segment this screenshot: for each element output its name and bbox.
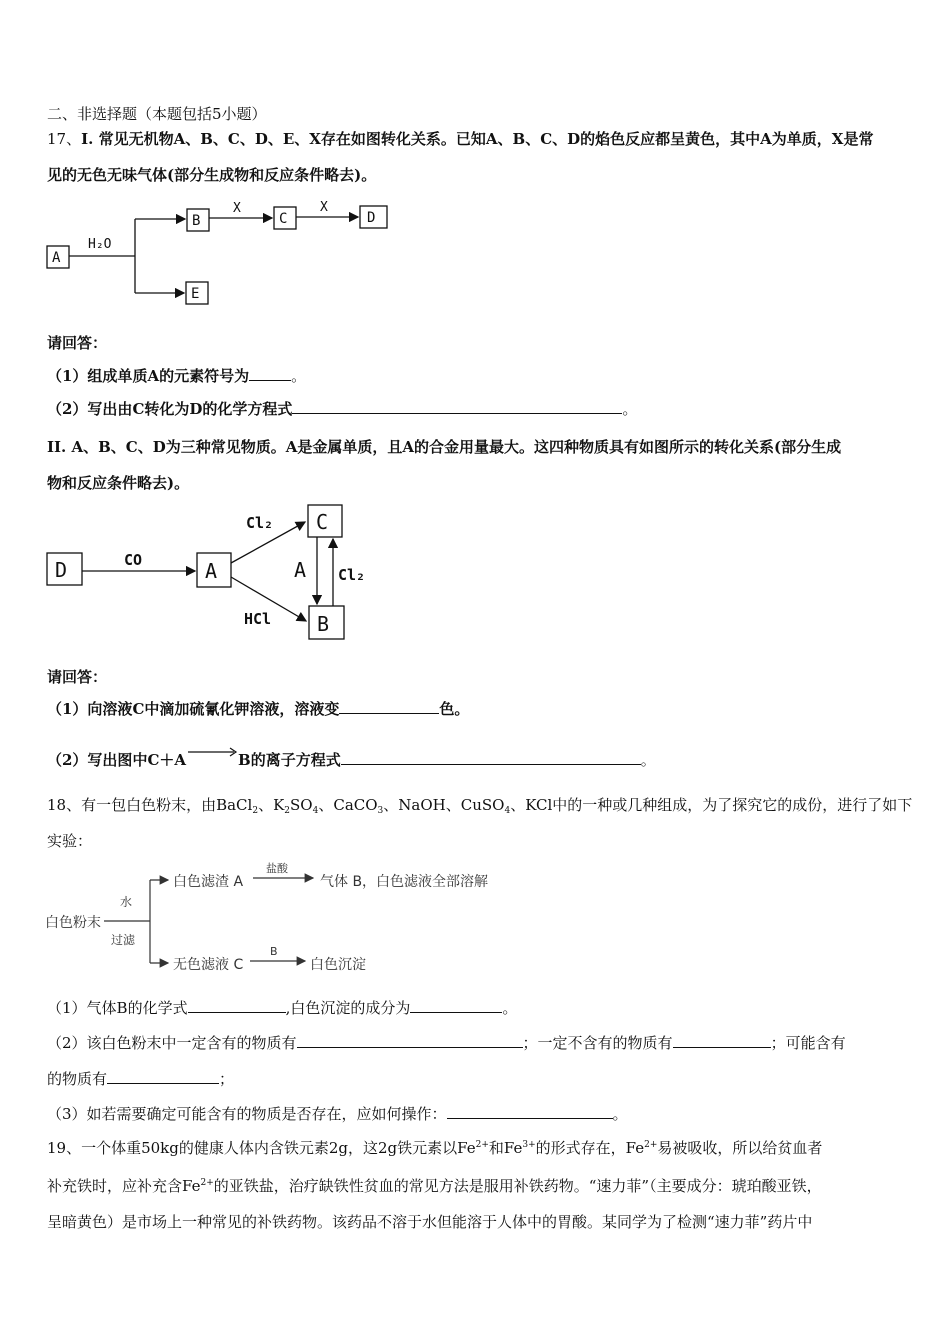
reaction-arrow-icon xyxy=(186,745,238,759)
q19-line1: 19、一个体重50kg的健康人体内含铁元素2g，这2g铁元素以$Fe^{2+}$和$Fe^{3+}$的形式存在，$Fe^{2+}$易被吸收，所以给贫血者 xyxy=(47,1139,823,1157)
q17-part1-line1 xyxy=(47,129,873,149)
answer-blank[interactable] xyxy=(297,1033,523,1048)
answer-prompt-2: 请回答： xyxy=(47,668,108,686)
q18-line2: 实验： xyxy=(47,832,93,850)
label-b2: B xyxy=(317,612,330,636)
label-d2: D xyxy=(55,558,68,582)
q17-p1-q1: （1）组成单质A的元素符号为 。 xyxy=(47,367,307,385)
q19-line3: 呈暗黄色）是市场上一种常见的补铁药物。该药品不溶于水但能溶于人体中的胃酸。某同学为了检测“速力菲”药片中 xyxy=(47,1213,813,1231)
label-c2: C xyxy=(316,510,329,534)
label-cl2-right: Cl₂ xyxy=(338,566,366,584)
label-co: CO xyxy=(124,551,143,569)
q17-part1-line2: 见的无色无味气体(部分生成物和反应条件略去)。 xyxy=(47,166,377,184)
label-a2: A xyxy=(205,559,218,583)
label-b: B xyxy=(192,213,201,229)
label-res-a: 白色滤渣 A xyxy=(173,874,244,890)
diagram-1 xyxy=(40,198,400,313)
label-hcl: HCl xyxy=(244,610,272,628)
label-cl2-top: Cl₂ xyxy=(246,514,274,532)
answer-blank[interactable] xyxy=(339,699,439,714)
q17-p2-q2: （2）写出图中C＋A B的离子方程式 。 xyxy=(47,745,656,770)
q17-part2-line1: II. A、B、C、D为三种常见物质。A是金属单质，且A的合金用量最大。这四种物质具有如图所示的转化关系(部分生成 xyxy=(47,438,842,456)
diagram-2 xyxy=(40,500,380,650)
q17-part1-text: . 常见无机物A、B、C、D、E、X存在如图转化关系。已知A、B、C、D的焰色反应都呈黄色，其中A为单质，X是常 xyxy=(88,130,874,148)
q18-q3: （3）如若需要确定可能含有的物质是否存在，应如何操作： 。 xyxy=(47,1105,628,1123)
label-filtrate-c: 无色滤液 C xyxy=(173,957,244,973)
q17-p2-q1: （1）向溶液C中滴加硫氰化钾溶液，溶液变 色。 xyxy=(47,700,470,718)
q17-part1-label: I xyxy=(81,130,89,148)
answer-blank[interactable] xyxy=(447,1104,613,1119)
label-res-a-result: 气体 B，白色滤液全部溶解 xyxy=(320,874,489,890)
label-c: C xyxy=(279,211,288,227)
answer-blank[interactable] xyxy=(673,1033,771,1048)
diagram-3 xyxy=(40,858,520,978)
label-a-mid: A xyxy=(294,558,307,582)
label-acid: 盐酸 xyxy=(266,862,288,875)
label-d: D xyxy=(367,210,376,226)
q19-line2: 补充铁时，应补充含$Fe^{2+}$的亚铁盐，治疗缺铁性贫血的常见方法是服用补铁药物。“速力菲”（主要成分：琥珀酸亚铁， xyxy=(47,1177,822,1195)
answer-blank[interactable] xyxy=(410,998,502,1013)
q18-q2-cont: 的物质有 ； xyxy=(47,1070,235,1088)
label-h2o: H₂O xyxy=(88,237,112,252)
label-filter: 过滤 xyxy=(111,933,136,947)
q18-line1: 18、有一包白色粉末，由BaCl$_2$、$K_2SO_4$、CaCO$_3$、NaOH、CuSO$_4$、KCl中的一种或几种组成，为了探究它的成份，进行了如下 xyxy=(47,796,913,816)
label-water: 水 xyxy=(120,895,133,909)
q18-q1: （1）气体B的化学式 ,白色沉淀的成分为 。 xyxy=(47,999,518,1017)
q17-p1-q2: （2）写出由C转化为D的化学方程式 。 xyxy=(47,400,638,418)
label-start: 白色粉末 xyxy=(45,915,101,931)
q17-part2-label: II xyxy=(47,438,62,456)
answer-blank[interactable] xyxy=(188,998,286,1013)
label-precipitate: 白色沉淀 xyxy=(310,957,366,973)
label-x1: X xyxy=(233,201,241,216)
q18-q2: （2）该白色粉末中一定含有的物质有 ；一定不含有的物质有 ；可能含有 xyxy=(47,1034,846,1052)
label-x2: X xyxy=(320,200,328,215)
label-a: A xyxy=(52,250,61,266)
label-reagent-b: B xyxy=(270,945,278,958)
answer-blank[interactable] xyxy=(341,750,641,765)
answer-prompt-1: 请回答： xyxy=(47,334,108,352)
q17-part2-line2: 物和反应条件略去)。 xyxy=(47,474,190,492)
section-title: 二、非选择题（本题包括5小题） xyxy=(47,105,267,123)
label-e: E xyxy=(191,286,200,302)
answer-blank[interactable] xyxy=(292,399,622,414)
answer-blank[interactable] xyxy=(249,366,291,381)
answer-blank[interactable] xyxy=(107,1069,219,1084)
q17-number: 17、 xyxy=(47,130,82,148)
